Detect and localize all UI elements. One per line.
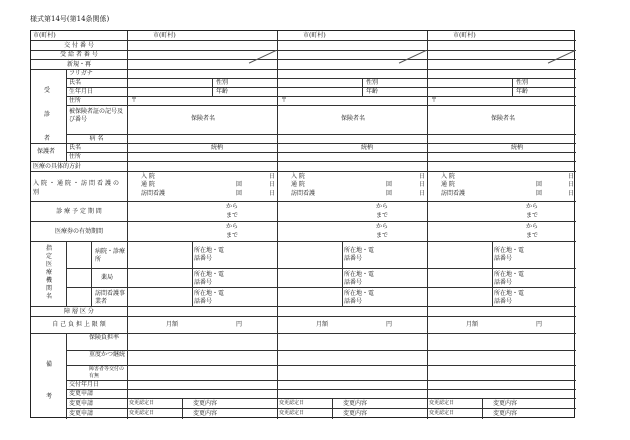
- days-c2a: 日: [419, 181, 426, 188]
- from-c3b: から: [526, 223, 539, 230]
- loc-tel-c1b: 所在地・電話番号: [194, 271, 225, 286]
- period-label: 診 療 予 定 期 間: [56, 208, 102, 215]
- home-nursing-c2: 訪問看護: [291, 190, 316, 197]
- change-date-c3b: 変更認定日: [429, 410, 455, 416]
- change-date-c2a: 変更認定日: [279, 400, 305, 406]
- days-c1a: 日: [269, 181, 276, 188]
- city-label-1: 市(町村): [153, 32, 176, 39]
- from-c1: から: [226, 203, 239, 210]
- monthly-c3: 月額: [466, 321, 479, 328]
- guardian-name-label: 氏名: [69, 144, 82, 151]
- monthly-c2: 月額: [316, 321, 329, 328]
- plan-label: 医療の具体的方針: [33, 163, 82, 170]
- change-date-c3a: 変更認定日: [429, 400, 455, 406]
- inpatient-c1: 入 院: [141, 173, 155, 180]
- times-c2b: 回: [386, 190, 393, 197]
- inpatient-c3: 入 院: [441, 173, 455, 180]
- outpatient-c1: 通 院: [141, 181, 155, 188]
- recipient-section-label: 受診者: [43, 87, 50, 142]
- to-c2: まで: [376, 212, 389, 219]
- to-c3b: まで: [526, 232, 539, 239]
- change-date-c2b: 変更認定日: [279, 410, 305, 416]
- loc-tel-c2c: 所在地・電話番号: [344, 290, 375, 305]
- loc-tel-c3c: 所在地・電話番号: [494, 290, 525, 305]
- city-label-3: 市(町村): [453, 32, 476, 39]
- times-c2a: 回: [386, 181, 393, 188]
- yen-c1: 円: [236, 321, 243, 328]
- address-label: 住所: [69, 97, 82, 104]
- designated-section-label: 指定医療機関名: [45, 245, 52, 300]
- postal-c3: 〒: [431, 97, 438, 104]
- from-c1b: から: [226, 223, 239, 230]
- city-label-2: 市(町村): [303, 32, 326, 39]
- change-req-label-2: 変更申請: [69, 400, 94, 407]
- inpatient-c2: 入 院: [291, 173, 305, 180]
- insured-label: 被保険者証の記号及び番号: [69, 108, 124, 123]
- change-content-c1b: 変更内容: [193, 410, 218, 417]
- yen-c3: 円: [536, 321, 543, 328]
- days-c2: 日: [419, 173, 426, 180]
- insurer-label-c2: 保険者名: [341, 115, 366, 122]
- guardian-section-label: 保護者: [37, 148, 56, 155]
- yen-c2: 円: [386, 321, 393, 328]
- issue-no-label: 交 付 番 号: [64, 42, 94, 49]
- change-req-label-3: 変更申請: [69, 410, 94, 417]
- name-label: 氏名: [69, 79, 82, 86]
- change-content-c2b: 変更内容: [343, 410, 368, 417]
- issue-date-label: 交付年月日: [69, 381, 100, 388]
- days-c3: 日: [568, 173, 575, 180]
- loc-tel-c1a: 所在地・電話番号: [194, 247, 225, 262]
- times-c1b: 回: [236, 190, 243, 197]
- times-c3b: 回: [536, 190, 543, 197]
- form-title: 様式第14号(第14条関係): [30, 15, 110, 23]
- loc-tel-c3b: 所在地・電話番号: [494, 271, 525, 286]
- change-content-c3b: 変更内容: [493, 410, 518, 417]
- monthly-c1: 月額: [166, 321, 179, 328]
- limit-label: 自 己 負 担 上 限 額: [52, 321, 106, 328]
- days-c3a: 日: [568, 181, 575, 188]
- sex-label-c3: 性別: [516, 79, 529, 86]
- loc-tel-c2a: 所在地・電話番号: [344, 247, 375, 262]
- days-c2b: 日: [419, 190, 426, 197]
- from-c2b: から: [376, 223, 389, 230]
- to-c1: まで: [226, 212, 239, 219]
- relation-label-c1: 続柄: [211, 144, 224, 151]
- change-req-label-1: 変更申請: [69, 390, 94, 397]
- days-c3b: 日: [568, 190, 575, 197]
- to-c1b: まで: [226, 232, 239, 239]
- relation-label-c3: 続柄: [511, 144, 524, 151]
- change-content-c1a: 変更内容: [193, 400, 218, 407]
- change-content-c2a: 変更内容: [343, 400, 368, 407]
- age-label-c2: 年齢: [366, 88, 379, 95]
- outpatient-c3: 通 院: [441, 181, 455, 188]
- to-c3: まで: [526, 212, 539, 219]
- medical-form: [30, 30, 575, 418]
- from-c3: から: [526, 203, 539, 210]
- cert-label: 障害者等交付の有無: [89, 366, 125, 379]
- change-content-c3a: 変更内容: [493, 400, 518, 407]
- nursing-office-label: 訪問看護事業者: [95, 290, 126, 305]
- change-date-c1a: 変更認定日: [129, 400, 155, 406]
- remarks-section-label: 備考: [45, 361, 52, 400]
- loc-tel-c2b: 所在地・電話番号: [344, 271, 375, 286]
- change-date-c1b: 変更認定日: [129, 410, 155, 416]
- pharmacy-label: 薬局: [101, 274, 114, 281]
- furigana-label: フリガナ: [69, 70, 93, 77]
- loc-tel-c1c: 所在地・電話番号: [194, 290, 225, 305]
- hospital-label: 病院・診療所: [95, 248, 126, 263]
- guardian-address-label: 住所: [69, 153, 82, 160]
- city-label: 市(町村): [33, 32, 56, 39]
- to-c2b: まで: [376, 232, 389, 239]
- home-nursing-c1: 訪問看護: [141, 190, 166, 197]
- relation-label-c2: 続柄: [361, 144, 374, 151]
- disease-label: 病 名: [89, 135, 104, 142]
- postal-c2: 〒: [281, 97, 288, 104]
- loc-tel-c3a: 所在地・電話番号: [494, 247, 525, 262]
- new-renewal-label: 新規・再: [66, 61, 91, 68]
- insurer-label-c1: 保険者名: [191, 115, 216, 122]
- dob-label: 生年月日: [69, 88, 94, 95]
- insurer-label-c3: 保険者名: [491, 115, 516, 122]
- times-c1a: 回: [236, 181, 243, 188]
- severe-label: 重度かつ継続: [89, 351, 126, 358]
- postal-c1: 〒: [131, 97, 138, 104]
- visit-type-label: 入院・通院・訪問看護の別: [33, 180, 122, 196]
- ins-rate-label: 保険負担率: [89, 334, 120, 341]
- age-label-c1: 年齢: [216, 88, 229, 95]
- outpatient-c2: 通 院: [291, 181, 305, 188]
- days-c1b: 日: [269, 190, 276, 197]
- recipient-no-label: 受 給 者 番 号: [60, 51, 98, 58]
- sex-label-c1: 性別: [216, 79, 229, 86]
- age-label-c3: 年齢: [516, 88, 529, 95]
- sex-label-c2: 性別: [366, 79, 379, 86]
- validity-label: 医療券の有効期間: [54, 228, 103, 235]
- disability-label: 障 層 区 分: [64, 308, 94, 315]
- home-nursing-c3: 訪問看護: [441, 190, 466, 197]
- times-c3a: 回: [536, 181, 543, 188]
- days-c1: 日: [269, 173, 276, 180]
- from-c2: から: [376, 203, 389, 210]
